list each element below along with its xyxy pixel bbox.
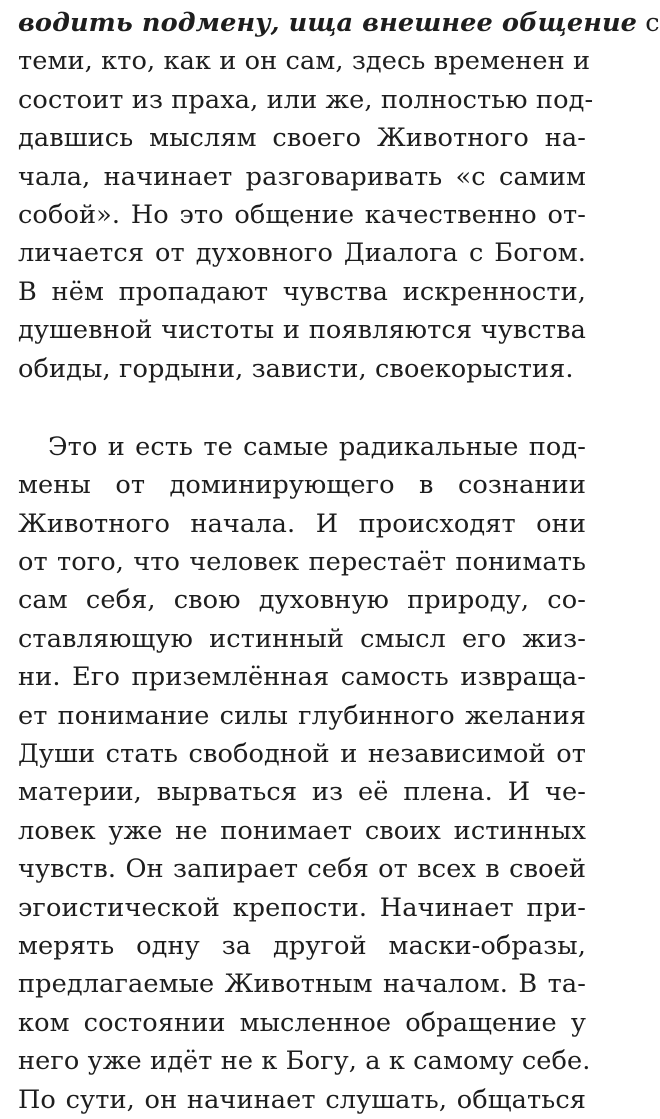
text-line: собой». Но это общение качественно от- (18, 199, 586, 230)
text-line: ни. Его приземлённая самость извраща- (18, 662, 586, 693)
paragraph-1 (18, 4, 660, 388)
text-line: чала, начинает разговаривать «с самим (18, 161, 586, 192)
text-line: Души стать свободной и независимой от (18, 739, 586, 770)
text-line: сам себя, свою духовную природу, со- (18, 585, 586, 616)
text-line: ловек уже не понимает своих истинных (18, 815, 586, 846)
text-line: ком состоянии мысленное обращение у (18, 1007, 586, 1038)
text-line: Это и есть те самые радикальные под- (48, 431, 586, 462)
text-line: В нём пропадают чувства искренности, (18, 276, 586, 307)
text-line: чувств. Он запирает себя от всех в своей (18, 854, 586, 885)
text-line: По сути, он начинает слушать, общаться (18, 1084, 586, 1115)
text-line: от того, что человек перестаёт понимать (18, 547, 586, 578)
paragraph-2 (18, 428, 591, 1119)
text-line: давшись мыслям своего Животного на- (18, 123, 586, 154)
text-line: эгоистической крепости. Начинает при- (18, 892, 586, 923)
text-line: мены от доминирующего в сознании (18, 470, 586, 501)
text-line: душевной чистоты и появляются чувства (18, 315, 586, 346)
text-line: теми, кто, как и он сам, здесь временен и (18, 46, 591, 77)
text-line: ет понимание силы глубинного желания (18, 700, 586, 731)
text-line: него уже идёт не к Богу, а к самому себе. (18, 1046, 591, 1077)
text-line: материи, вырваться из её плена. И че- (18, 777, 586, 808)
text-line: мерять одну за другой маски-образы, (18, 930, 586, 961)
text-line: ставляющую истинный смысл его жиз- (18, 623, 586, 654)
paragraph-gap (18, 388, 586, 428)
text-line: предлагаемые Животным началом. В та- (18, 969, 586, 1000)
text-line: личается от духовного Диалога с Богом. (18, 238, 586, 269)
text-line: состоит из праха, или же, полностью под- (18, 84, 594, 115)
text-line: водить подмену, ища внешнее общение с (18, 8, 660, 38)
italic-phrase: водить подмену, ища внешнее общение (18, 8, 638, 38)
text-line: обиды, гордыни, зависти, своекорыстия. (18, 353, 574, 384)
text-line: Животного начала. И происходят они (18, 508, 586, 539)
